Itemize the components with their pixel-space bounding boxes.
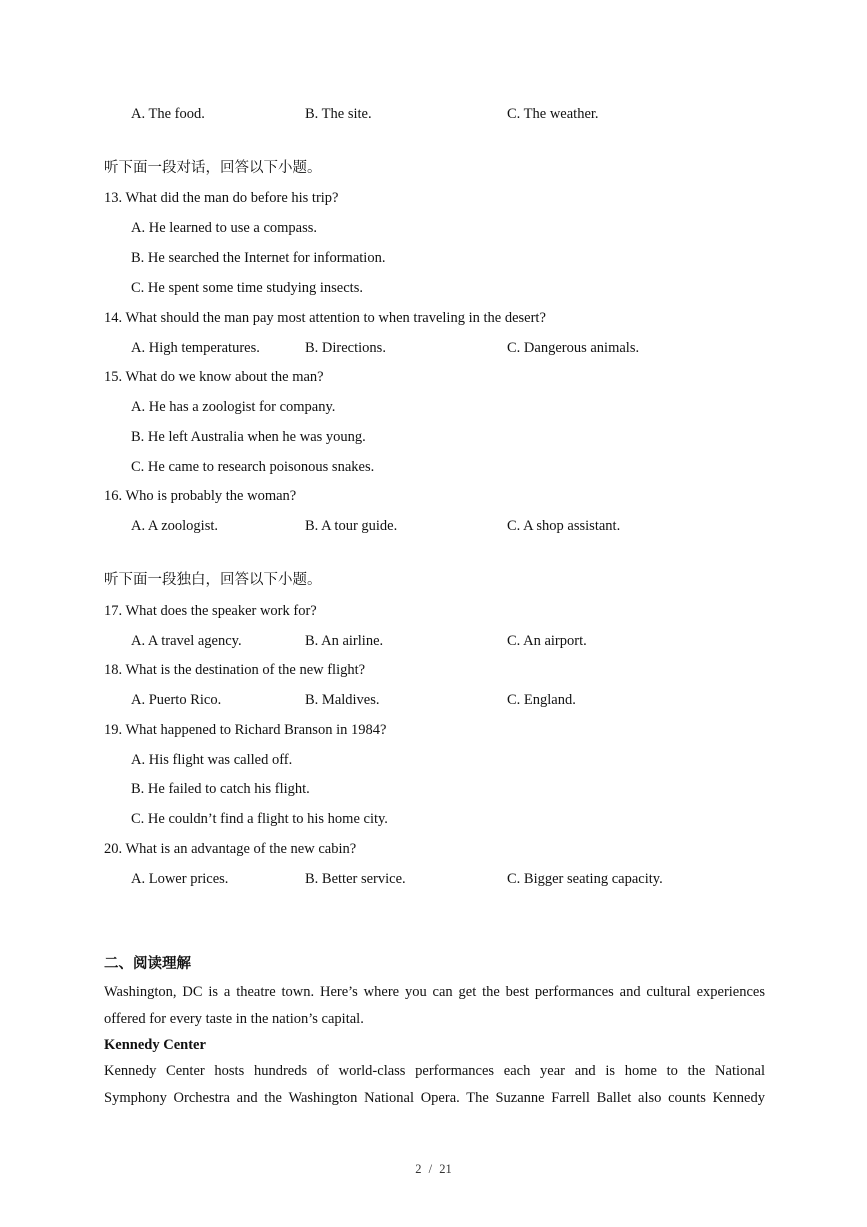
question-19-option-c: C. He couldn’t find a flight to his home city. <box>131 811 388 827</box>
question-18-option-b: B. Maldives. <box>305 692 380 708</box>
monologue-intro: 听下面一段独白，回答以下小题。 <box>104 572 322 588</box>
question-14: 14. What should the man pay most attention to when traveling in the desert? <box>104 310 546 326</box>
question-17-option-a: A. A travel agency. <box>131 633 242 649</box>
dialogue-intro: 听下面一段对话，回答以下小题。 <box>104 160 322 176</box>
kennedy-paragraph-line-2: Symphony Orchestra and the Washington National Opera. The Suzanne Farrell Ballet also counts Kennedy <box>104 1090 765 1106</box>
page-number <box>0 1162 867 1177</box>
question-16-option-a: A. A zoologist. <box>131 518 219 534</box>
question-14-option-b: B. Directions. <box>305 340 386 356</box>
question-17: 17. What does the speaker work for? <box>104 603 317 619</box>
question-14-option-a: A. High temperatures. <box>131 340 260 356</box>
page-current: 2 <box>415 1162 422 1176</box>
page-total: 21 <box>439 1162 452 1176</box>
question-15-option-c: C. He came to research poisonous snakes. <box>131 459 375 475</box>
question-19-option-b: B. He failed to catch his flight. <box>131 781 310 797</box>
question-16-option-b: B. A tour guide. <box>305 518 398 534</box>
question-18-option-a: A. Puerto Rico. <box>131 692 222 708</box>
question-20-option-a: A. Lower prices. <box>131 871 229 887</box>
question-19: 19. What happened to Richard Branson in 1984? <box>104 722 387 738</box>
option-a: A. The food. <box>131 106 205 122</box>
kennedy-paragraph-line-1: Kennedy Center hosts hundreds of world-class performances each year and is home to the National <box>104 1063 765 1079</box>
question-20-option-b: B. Better service. <box>305 871 406 887</box>
question-13-option-a: A. He learned to use a compass. <box>131 220 318 236</box>
section-heading: 二、阅读理解 <box>104 956 191 972</box>
question-18-option-c: C. England. <box>507 692 576 708</box>
question-17-option-c: C. An airport. <box>507 633 587 649</box>
page-separator: / <box>428 1162 433 1176</box>
subheading-kennedy-center: Kennedy Center <box>104 1037 206 1053</box>
question-15: 15. What do we know about the man? <box>104 369 324 385</box>
question-13-option-c: C. He spent some time studying insects. <box>131 280 363 296</box>
question-20: 20. What is an advantage of the new cabin? <box>104 841 357 857</box>
option-b: B. The site. <box>305 106 372 122</box>
question-13-option-b: B. He searched the Internet for information. <box>131 250 386 266</box>
question-15-option-b: B. He left Australia when he was young. <box>131 429 366 445</box>
option-c: C. The weather. <box>507 106 599 122</box>
question-16-option-c: C. A shop assistant. <box>507 518 621 534</box>
question-16: 16. Who is probably the woman? <box>104 488 297 504</box>
intro-paragraph-line-2: offered for every taste in the nation’s capital. <box>104 1011 364 1027</box>
question-14-option-c: C. Dangerous animals. <box>507 340 640 356</box>
question-18: 18. What is the destination of the new flight? <box>104 662 366 678</box>
question-15-option-a: A. He has a zoologist for company. <box>131 399 336 415</box>
question-13: 13. What did the man do before his trip? <box>104 190 339 206</box>
question-19-option-a: A. His flight was called off. <box>131 752 293 768</box>
question-17-option-b: B. An airline. <box>305 633 384 649</box>
question-20-option-c: C. Bigger seating capacity. <box>507 871 663 887</box>
intro-paragraph-line-1: Washington, DC is a theatre town. Here’s where you can get the best performances and cultural experiences <box>104 984 765 1000</box>
